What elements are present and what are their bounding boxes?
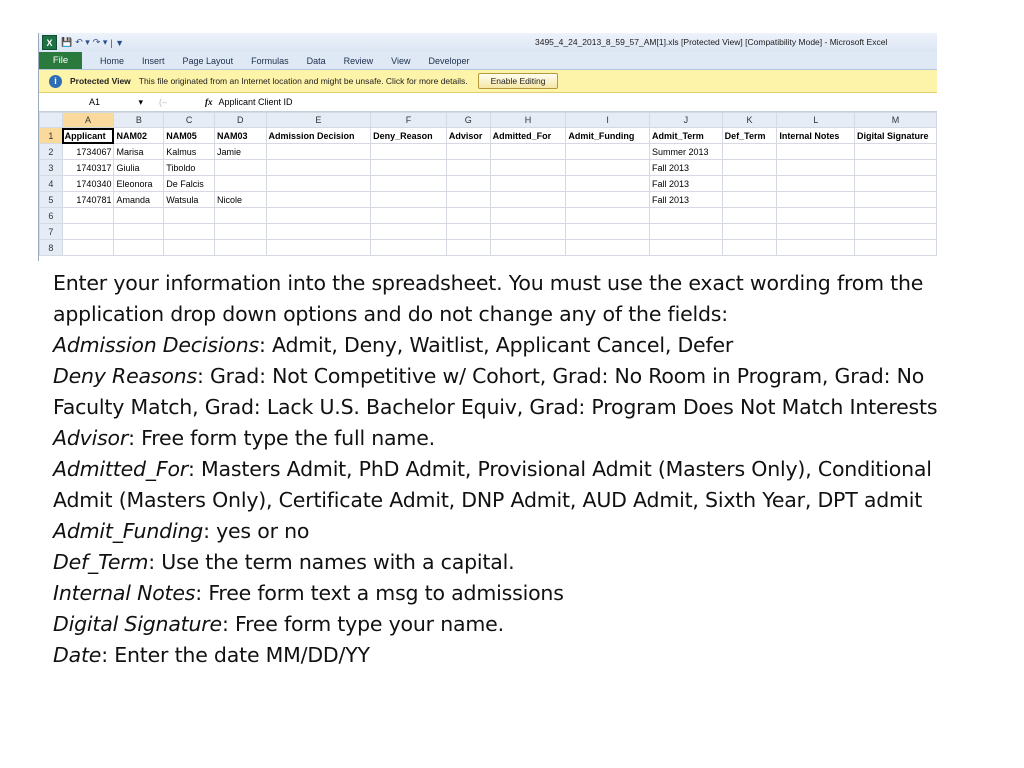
cell[interactable]: Advisor bbox=[446, 128, 490, 144]
cell[interactable] bbox=[490, 160, 566, 176]
cell[interactable] bbox=[855, 144, 937, 160]
info-icon: i bbox=[49, 75, 62, 88]
cell[interactable] bbox=[371, 224, 447, 240]
cell[interactable] bbox=[62, 208, 114, 224]
cell[interactable] bbox=[446, 144, 490, 160]
instruction-item bbox=[53, 361, 953, 423]
instruction-detail: : yes or no bbox=[203, 519, 310, 543]
cell[interactable] bbox=[371, 144, 447, 160]
cell[interactable] bbox=[566, 240, 650, 256]
cell[interactable] bbox=[214, 208, 266, 224]
cell[interactable]: Admit_Funding bbox=[566, 128, 650, 144]
cell-a1[interactable]: Applicant bbox=[62, 128, 114, 144]
cell[interactable] bbox=[446, 176, 490, 192]
tab-data[interactable]: Data bbox=[306, 55, 326, 66]
cell[interactable] bbox=[114, 240, 164, 256]
cell[interactable]: Amanda bbox=[114, 192, 164, 208]
cell[interactable] bbox=[566, 144, 650, 160]
cell[interactable] bbox=[722, 208, 777, 224]
column-header[interactable]: I bbox=[566, 113, 650, 128]
cell[interactable] bbox=[446, 160, 490, 176]
instructions-intro: Enter your information into the spreadsheet. You must use the exact wording from the application drop down options and do not change any of the fields: bbox=[53, 271, 924, 326]
title-bar bbox=[39, 33, 937, 52]
cell[interactable] bbox=[371, 192, 447, 208]
column-header[interactable]: J bbox=[649, 113, 722, 128]
instruction-detail: : Free form type your name. bbox=[221, 612, 504, 636]
instruction-term: Advisor bbox=[53, 426, 129, 450]
row-header[interactable]: 8 bbox=[40, 240, 63, 256]
cell[interactable] bbox=[566, 208, 650, 224]
table-row bbox=[40, 128, 937, 144]
protected-view-message[interactable]: This file originated from an Internet location and might be unsafe. Click for more details. bbox=[138, 76, 468, 86]
instruction-term: Admit_Funding bbox=[53, 519, 204, 543]
customize-toolbar-icon[interactable]: | ▼ bbox=[110, 37, 125, 48]
instruction-item bbox=[53, 547, 953, 578]
cell[interactable] bbox=[114, 208, 164, 224]
tab-home[interactable]: Home bbox=[100, 55, 125, 66]
cell[interactable] bbox=[566, 192, 650, 208]
quick-access-toolbar bbox=[61, 37, 124, 48]
tab-file[interactable]: File bbox=[39, 52, 82, 69]
name-box-value: A1 bbox=[89, 97, 101, 107]
cell[interactable]: NAM03 bbox=[214, 128, 266, 144]
cell[interactable] bbox=[114, 224, 164, 240]
cell[interactable]: Kalmus bbox=[164, 144, 215, 160]
save-icon[interactable]: 💾 bbox=[61, 37, 73, 47]
instruction-item bbox=[53, 423, 953, 454]
cell[interactable] bbox=[446, 192, 490, 208]
cell[interactable] bbox=[777, 192, 855, 208]
table-row bbox=[40, 144, 937, 160]
cell[interactable]: Fall 2013 bbox=[649, 192, 722, 208]
column-header[interactable]: M bbox=[855, 113, 937, 128]
cell[interactable] bbox=[446, 240, 490, 256]
cell[interactable] bbox=[649, 224, 722, 240]
column-header[interactable]: F bbox=[371, 113, 447, 128]
table-row bbox=[40, 240, 937, 256]
row-header[interactable]: 3 bbox=[40, 160, 63, 176]
enable-editing-button[interactable]: Enable Editing bbox=[478, 73, 559, 89]
cell[interactable]: Nicole bbox=[214, 192, 266, 208]
cell[interactable] bbox=[777, 160, 855, 176]
column-header[interactable]: G bbox=[446, 113, 490, 128]
instruction-item bbox=[53, 640, 953, 671]
cell[interactable] bbox=[490, 192, 566, 208]
cell[interactable] bbox=[855, 176, 937, 192]
table-row bbox=[40, 176, 937, 192]
row-header[interactable]: 4 bbox=[40, 176, 63, 192]
cell[interactable]: Admit_Term bbox=[649, 128, 722, 144]
formula-input[interactable]: Applicant Client ID bbox=[218, 97, 293, 107]
cell[interactable] bbox=[371, 160, 447, 176]
cell[interactable] bbox=[722, 192, 777, 208]
instruction-detail: : Enter the date MM/DD/YY bbox=[101, 643, 370, 667]
instruction-term: Def_Term bbox=[53, 550, 149, 574]
table-row bbox=[40, 224, 937, 240]
cell[interactable] bbox=[266, 192, 371, 208]
cell[interactable] bbox=[266, 160, 371, 176]
cell[interactable] bbox=[490, 224, 566, 240]
cell[interactable] bbox=[266, 240, 371, 256]
cell[interactable] bbox=[446, 224, 490, 240]
instruction-detail: : Admit, Deny, Waitlist, Applicant Cancel, Defer bbox=[258, 333, 734, 357]
cell[interactable]: 1734067 bbox=[62, 144, 114, 160]
cell[interactable]: De Falcis bbox=[164, 176, 215, 192]
cell[interactable] bbox=[566, 160, 650, 176]
column-header[interactable]: E bbox=[266, 113, 371, 128]
cell[interactable] bbox=[490, 208, 566, 224]
cell[interactable] bbox=[855, 224, 937, 240]
column-header[interactable]: D bbox=[214, 113, 266, 128]
tab-view[interactable]: View bbox=[391, 55, 411, 66]
name-box[interactable] bbox=[39, 95, 149, 109]
instruction-detail: : Free form text a msg to admissions bbox=[195, 581, 564, 605]
row-header[interactable]: 5 bbox=[40, 192, 63, 208]
cell[interactable]: Admission Decision bbox=[266, 128, 371, 144]
cell[interactable] bbox=[371, 208, 447, 224]
cell[interactable]: Admitted_For bbox=[490, 128, 566, 144]
cell[interactable] bbox=[490, 144, 566, 160]
instruction-item bbox=[53, 516, 953, 547]
cell[interactable] bbox=[371, 240, 447, 256]
instruction-term: Deny Reasons bbox=[53, 364, 197, 388]
instruction-detail: : Grad: Not Competitive w/ Cohort, Grad: No Room in Program, Grad: No Faculty Match, Grad: Lack U.S. Bachelor Equiv, Grad: Program Does Not Match Interests bbox=[53, 364, 938, 419]
cell[interactable]: 1740340 bbox=[62, 176, 114, 192]
column-header[interactable]: H bbox=[490, 113, 566, 128]
cell[interactable] bbox=[777, 176, 855, 192]
cell[interactable] bbox=[266, 224, 371, 240]
instruction-item bbox=[53, 330, 953, 361]
cell[interactable] bbox=[777, 224, 855, 240]
excel-app-icon[interactable]: X bbox=[42, 35, 57, 50]
cell[interactable] bbox=[214, 160, 266, 176]
cell[interactable] bbox=[490, 240, 566, 256]
cell[interactable] bbox=[266, 144, 371, 160]
cell[interactable]: Def_Term bbox=[722, 128, 777, 144]
cell[interactable] bbox=[855, 240, 937, 256]
cell[interactable]: Digital Signature bbox=[855, 128, 937, 144]
tab-insert[interactable]: Insert bbox=[142, 55, 165, 66]
cell[interactable] bbox=[649, 240, 722, 256]
undo-icon[interactable]: ↶ ▾ bbox=[75, 37, 90, 47]
column-header[interactable]: L bbox=[777, 113, 855, 128]
cell[interactable] bbox=[266, 176, 371, 192]
spreadsheet-grid bbox=[39, 112, 937, 256]
cell[interactable] bbox=[62, 224, 114, 240]
cell[interactable] bbox=[164, 240, 215, 256]
cell[interactable] bbox=[446, 208, 490, 224]
table-row bbox=[40, 208, 937, 224]
row-header[interactable]: 2 bbox=[40, 144, 63, 160]
cell[interactable] bbox=[214, 176, 266, 192]
insert-function-icon[interactable]: fx bbox=[205, 97, 213, 107]
expand-icon[interactable]: (– bbox=[159, 97, 168, 107]
cell[interactable]: Summer 2013 bbox=[649, 144, 722, 160]
table-row bbox=[40, 192, 937, 208]
cell[interactable]: Internal Notes bbox=[777, 128, 855, 144]
instructions-text bbox=[53, 268, 953, 671]
instruction-item bbox=[53, 454, 953, 516]
cell[interactable] bbox=[62, 240, 114, 256]
cell[interactable] bbox=[777, 208, 855, 224]
cell[interactable] bbox=[722, 160, 777, 176]
protected-view-bar bbox=[39, 70, 937, 93]
ribbon-tabs bbox=[39, 52, 937, 70]
cell[interactable]: Tiboldo bbox=[164, 160, 215, 176]
cell[interactable]: Watsula bbox=[164, 192, 215, 208]
table-row bbox=[40, 160, 937, 176]
instruction-item bbox=[53, 578, 953, 609]
cell[interactable]: NAM02 bbox=[114, 128, 164, 144]
tab-developer[interactable]: Developer bbox=[428, 55, 470, 66]
instruction-detail: : Masters Admit, PhD Admit, Provisional Admit (Masters Only), Conditional Admit (Masters Only), Certificate Admit, DNP Admit, AUD Admit, Sixth Year, DPT admit bbox=[53, 457, 932, 512]
cell[interactable] bbox=[371, 176, 447, 192]
window-title: 3495_4_24_2013_8_59_57_AM[1].xls [Protected View] [Compatibility Mode] - Microsoft Excel bbox=[535, 37, 888, 47]
cell[interactable] bbox=[722, 144, 777, 160]
instruction-term: Date bbox=[53, 643, 102, 667]
cell[interactable] bbox=[722, 224, 777, 240]
instruction-term: Admission Decisions bbox=[53, 333, 259, 357]
instruction-item bbox=[53, 609, 953, 640]
column-header[interactable]: K bbox=[722, 113, 777, 128]
tab-review[interactable]: Review bbox=[343, 55, 374, 66]
cell[interactable]: Deny_Reason bbox=[371, 128, 447, 144]
cell[interactable]: Fall 2013 bbox=[649, 160, 722, 176]
column-header[interactable]: B bbox=[114, 113, 164, 128]
cell[interactable] bbox=[855, 160, 937, 176]
column-header-row bbox=[40, 113, 937, 128]
instruction-term: Internal Notes bbox=[53, 581, 196, 605]
row-header[interactable]: 1 bbox=[40, 128, 63, 144]
cell[interactable]: Eleonora bbox=[114, 176, 164, 192]
cell[interactable] bbox=[164, 224, 215, 240]
chevron-down-icon[interactable]: ▾ bbox=[138, 96, 143, 107]
column-header[interactable]: C bbox=[164, 113, 215, 128]
cell[interactable] bbox=[214, 240, 266, 256]
instruction-term: Digital Signature bbox=[53, 612, 222, 636]
tab-formulas[interactable]: Formulas bbox=[251, 55, 289, 66]
cell[interactable] bbox=[566, 176, 650, 192]
instruction-detail: : Free form type the full name. bbox=[128, 426, 435, 450]
formula-bar bbox=[39, 93, 937, 112]
cell[interactable]: Giulia bbox=[114, 160, 164, 176]
cell[interactable]: 1740317 bbox=[62, 160, 114, 176]
instruction-term: Admitted_For bbox=[53, 457, 189, 481]
protected-view-label: Protected View bbox=[70, 76, 131, 86]
cell[interactable] bbox=[214, 224, 266, 240]
cell[interactable] bbox=[266, 208, 371, 224]
cell[interactable] bbox=[490, 176, 566, 192]
cell[interactable] bbox=[722, 176, 777, 192]
cell[interactable] bbox=[855, 192, 937, 208]
redo-icon[interactable]: ↷ ▾ bbox=[92, 37, 108, 47]
excel-window bbox=[38, 33, 937, 261]
cell[interactable] bbox=[164, 208, 215, 224]
cell[interactable]: Jamie bbox=[214, 144, 266, 160]
tab-page-layout[interactable]: Page Layout bbox=[182, 55, 234, 66]
cell[interactable] bbox=[777, 144, 855, 160]
column-header[interactable]: A bbox=[62, 113, 114, 128]
instruction-detail: : Use the term names with a capital. bbox=[148, 550, 515, 574]
cell[interactable] bbox=[777, 240, 855, 256]
cell[interactable] bbox=[722, 240, 777, 256]
cell[interactable]: Marisa bbox=[114, 144, 164, 160]
row-header[interactable]: 7 bbox=[40, 224, 63, 240]
cell[interactable] bbox=[566, 224, 650, 240]
cell[interactable]: Fall 2013 bbox=[649, 176, 722, 192]
row-header[interactable]: 6 bbox=[40, 208, 63, 224]
cell[interactable]: NAM05 bbox=[164, 128, 215, 144]
cell[interactable] bbox=[855, 208, 937, 224]
select-all-corner[interactable] bbox=[40, 113, 63, 128]
cell[interactable]: 1740781 bbox=[62, 192, 114, 208]
cell[interactable] bbox=[649, 208, 722, 224]
